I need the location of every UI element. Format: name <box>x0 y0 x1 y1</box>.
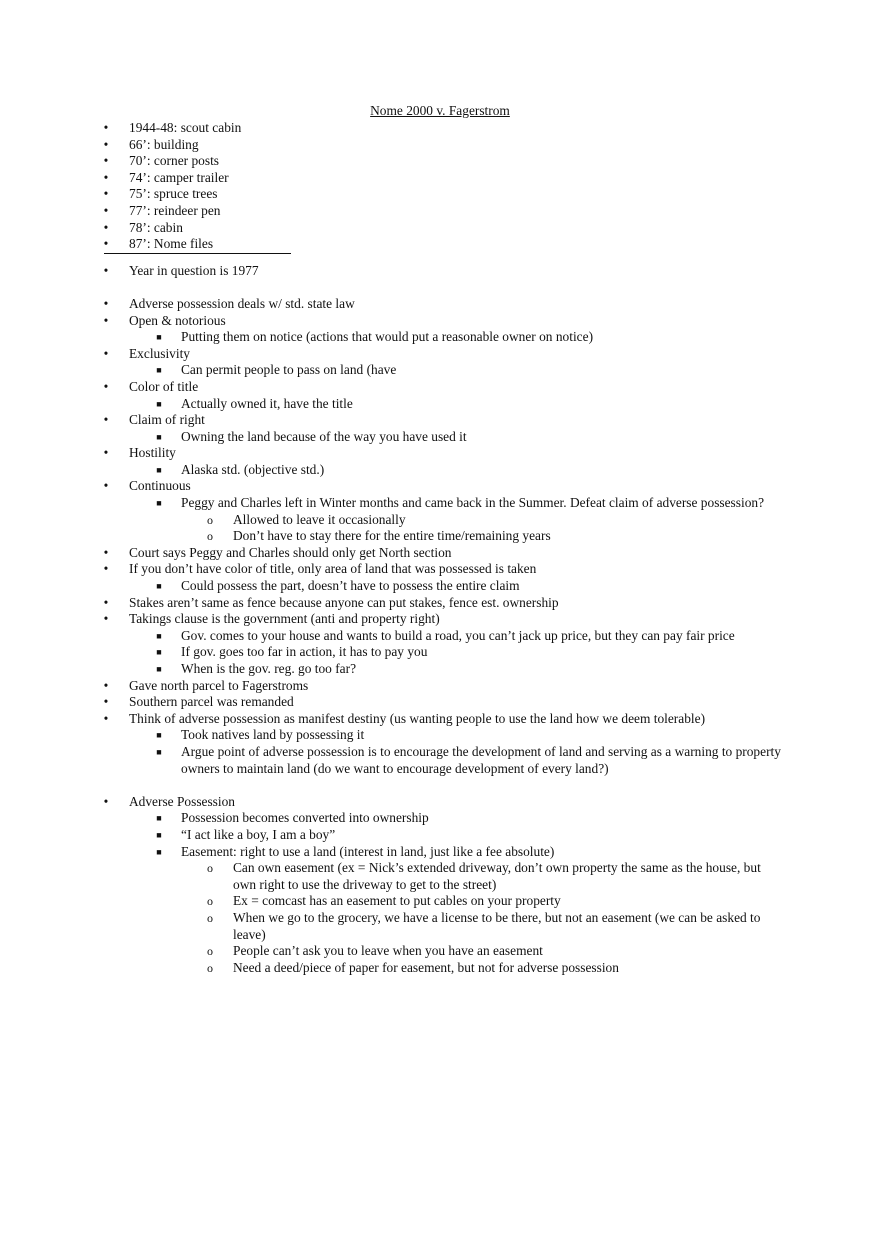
list-item-text: If you don’t have color of title, only area of land that was possessed is taken <box>129 561 537 577</box>
bullet-icon: • <box>103 202 109 218</box>
list-item <box>0 893 880 910</box>
list-item-text: Took natives land by possessing it <box>181 727 365 743</box>
circle-bullet-icon: o <box>207 529 213 544</box>
spacer <box>0 777 880 794</box>
list-item-text: Actually owned it, have the title <box>181 395 353 411</box>
square-bullet-icon: ■ <box>156 813 162 824</box>
square-bullet-icon: ■ <box>156 664 162 674</box>
list-item <box>0 711 880 728</box>
list-item-text: 75’: spruce trees <box>129 186 218 202</box>
square-bullet-icon: ■ <box>156 431 162 442</box>
list-item-text: Continuous <box>129 478 191 494</box>
bullet-icon: • <box>103 236 109 252</box>
list-item-text: Year in question is 1977 <box>129 262 259 278</box>
list-item-text: 1944-48: scout cabin <box>129 120 242 135</box>
list-item <box>0 545 880 562</box>
bullet-icon: • <box>103 412 109 428</box>
list-item <box>0 137 880 154</box>
bullet-icon: • <box>103 710 109 726</box>
list-item <box>0 170 880 187</box>
square-bullet-icon: ■ <box>156 464 162 475</box>
list-item <box>0 860 880 893</box>
list-item <box>0 512 880 529</box>
circle-bullet-icon: o <box>207 960 213 975</box>
divider <box>104 253 291 254</box>
list-item <box>0 186 880 203</box>
bullet-icon: • <box>103 345 109 361</box>
list-item <box>0 644 880 661</box>
bullet-icon: • <box>103 219 109 235</box>
bullet-icon: • <box>103 262 109 278</box>
list-item <box>0 744 880 777</box>
list-item-text: 87’: Nome files <box>129 236 214 252</box>
list-item-text: Ex = comcast has an easement to put cables on your property <box>233 893 561 909</box>
list-item-text: Takings clause is the government (anti and property right) <box>129 611 440 627</box>
square-bullet-icon: ■ <box>156 581 162 592</box>
bullet-icon: • <box>103 793 109 809</box>
page-title: Nome 2000 v. Fagerstrom <box>370 103 510 118</box>
list-item-text: Claim of right <box>129 412 205 428</box>
list-item-text: Southern parcel was remanded <box>129 694 294 710</box>
list-item-text: Easement: right to use a land (interest in land, just like a fee absolute) <box>181 843 555 859</box>
list-item-text: Think of adverse possession as manifest destiny (us wanting people to use the land how we deem tolerable) <box>129 710 706 726</box>
bullet-icon: • <box>103 136 109 152</box>
list-item <box>0 120 880 137</box>
bullet-icon: • <box>103 594 109 610</box>
list-item-text: Allowed to leave it occasionally <box>233 511 406 527</box>
square-bullet-icon: ■ <box>156 498 162 509</box>
list-item-text: Adverse possession deals w/ std. state law <box>129 295 355 311</box>
list-item-text: Owning the land because of the way you have used it <box>181 428 467 444</box>
bullet-icon: • <box>103 677 109 693</box>
list-item-text: Putting them on notice (actions that would put a reasonable owner on notice) <box>181 329 594 345</box>
list-item-text: Can permit people to pass on land (have <box>181 362 397 378</box>
square-bullet-icon: ■ <box>156 630 162 641</box>
bullet-icon: • <box>103 120 109 135</box>
list-item <box>0 445 880 462</box>
bullet-icon: • <box>103 295 109 311</box>
list-item-text: Court says Peggy and Charles should only get North section <box>129 544 452 560</box>
bullet-icon: • <box>103 445 109 461</box>
list-item-text: When is the gov. reg. go too far? <box>181 661 357 676</box>
circle-bullet-icon: o <box>207 512 213 527</box>
list-item <box>0 478 880 495</box>
list-item-text: Adverse Possession <box>129 793 236 809</box>
list-item <box>0 379 880 396</box>
list-item <box>0 960 880 977</box>
square-bullet-icon: ■ <box>156 647 162 658</box>
list-item <box>0 296 880 313</box>
list-item-text: People can’t ask you to leave when you have an easement <box>233 943 543 959</box>
circle-bullet-icon: o <box>207 861 213 876</box>
square-bullet-icon: ■ <box>156 332 162 343</box>
circle-bullet-icon: o <box>207 944 213 959</box>
list-item-text: 66’: building <box>129 136 199 152</box>
list-item <box>0 595 880 612</box>
list-item <box>0 827 880 844</box>
bullet-icon: • <box>103 611 109 627</box>
notes-body <box>0 120 880 976</box>
list-item <box>0 263 880 280</box>
square-bullet-icon: ■ <box>156 398 162 409</box>
square-bullet-icon: ■ <box>156 365 162 376</box>
square-bullet-icon: ■ <box>156 730 162 741</box>
list-item <box>0 943 880 960</box>
list-item-text: Could possess the part, doesn’t have to possess the entire claim <box>181 578 520 594</box>
list-item-text: Gov. comes to your house and wants to build a road, you can’t jack up price, but they can pay fair price <box>181 627 735 643</box>
divider-row <box>0 253 880 263</box>
list-item <box>0 236 880 253</box>
list-item <box>0 495 880 512</box>
list-item <box>0 844 880 861</box>
list-item <box>0 346 880 363</box>
list-item-text: Can own easement (ex = Nick’s extended driveway, don’t own property the same as the house, but own right to use the driveway to get to the street) <box>233 860 761 892</box>
list-item-text: Exclusivity <box>129 345 190 361</box>
list-item-text: Gave north parcel to Fagerstroms <box>129 677 309 693</box>
list-item-text: 78’: cabin <box>129 219 183 235</box>
spacer <box>0 279 880 296</box>
list-item-text: “I act like a boy, I am a boy” <box>181 826 336 842</box>
list-item <box>0 462 880 479</box>
list-item <box>0 329 880 346</box>
list-item <box>0 412 880 429</box>
circle-bullet-icon: o <box>207 894 213 909</box>
list-item-text: Open & notorious <box>129 312 226 328</box>
list-item <box>0 396 880 413</box>
bullet-icon: • <box>103 312 109 328</box>
list-item-text: Argue point of adverse possession is to encourage the development of land and serving as a warning to property owners to maintain land (do we want to encourage development of every land?) <box>181 743 781 776</box>
list-item-text: Hostility <box>129 445 176 461</box>
list-item <box>0 628 880 645</box>
list-item <box>0 611 880 628</box>
list-item-text: Alaska std. (objective std.) <box>181 461 325 477</box>
list-item <box>0 694 880 711</box>
list-item <box>0 313 880 330</box>
list-item <box>0 810 880 827</box>
circle-bullet-icon: o <box>207 910 213 925</box>
list-item <box>0 678 880 695</box>
bullet-icon: • <box>103 186 109 202</box>
list-item <box>0 578 880 595</box>
bullet-icon: • <box>103 561 109 577</box>
list-item <box>0 362 880 379</box>
list-item-text: 70’: corner posts <box>129 153 219 169</box>
list-item-text: 74’: camper trailer <box>129 169 229 185</box>
list-item-text: Stakes aren’t same as fence because anyone can put stakes, fence est. ownership <box>129 594 559 610</box>
square-bullet-icon: ■ <box>156 829 162 840</box>
list-item <box>0 528 880 545</box>
bullet-icon: • <box>103 378 109 394</box>
list-item-text: Possession becomes converted into ownership <box>181 810 429 826</box>
list-item <box>0 429 880 446</box>
list-item <box>0 910 880 943</box>
square-bullet-icon: ■ <box>156 746 162 757</box>
list-item-text: Don’t have to stay there for the entire time/remaining years <box>233 528 551 544</box>
list-item <box>0 153 880 170</box>
list-item <box>0 794 880 811</box>
bullet-icon: • <box>103 694 109 710</box>
list-item-text: If gov. goes too far in action, it has to pay you <box>181 644 428 660</box>
list-item <box>0 203 880 220</box>
list-item-text: When we go to the grocery, we have a license to be there, but not an easement (we can be asked to leave) <box>233 909 761 942</box>
square-bullet-icon: ■ <box>156 846 162 857</box>
bullet-icon: • <box>103 478 109 494</box>
list-item <box>0 561 880 578</box>
list-item-text: 77’: reindeer pen <box>129 202 221 218</box>
list-item-text: Need a deed/piece of paper for easement, but not for adverse possession <box>233 959 619 975</box>
bullet-icon: • <box>103 153 109 169</box>
bullet-icon: • <box>103 169 109 185</box>
list-item <box>0 727 880 744</box>
list-item-text: Color of title <box>129 378 199 394</box>
list-item <box>0 220 880 237</box>
list-item <box>0 661 880 678</box>
list-item-text: Peggy and Charles left in Winter months and came back in the Summer. Defeat claim of adverse possession? <box>181 495 765 511</box>
bullet-icon: • <box>103 544 109 560</box>
